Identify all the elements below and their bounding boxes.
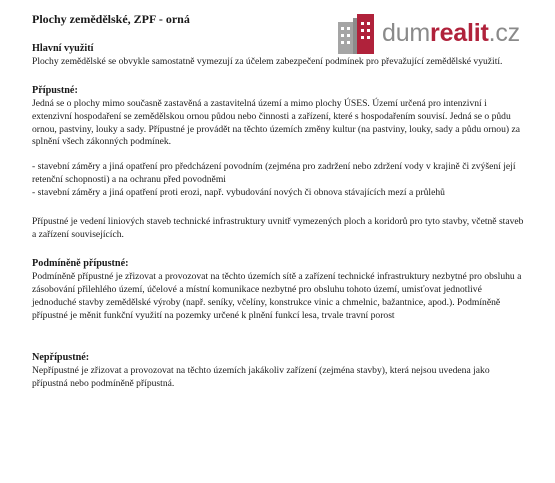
section-heading-main-use: Hlavní využití [32,43,94,54]
section-heading-conditional: Podmíněně přípustné: [32,257,129,269]
conditional-text: Podmíněně přípustné je zřizovat a provozovat na těchto územích sítě a zařízení technické infrastruktury nezbytné pro obsluhu a zásobování přilehlého území, účelové a místní komunikace nezbytné pro obsluhu tohoto území, umisťovat jednotlivé jednoduché stavby zemědělské výroby (např. seníky, včelíny, konstrukce vinic a chmelnic, bažantnice, apod.). Podmíněně přípustné je měnit funkční využití na pozemky určené k plnění funkcí lesa, trvale travní porost [32,270,522,321]
permitted-erosion-item: - stavební záměry a jiná opatření proti erozi, např. vybudování nových či obnova stávajících mezí a průlehů [32,187,445,199]
logo-text-dum: dum [382,19,431,47]
section-heading-permitted: Přípustné: [32,84,78,96]
prohibited-text: Nepřípustné je zřizovat a provozovat na těchto územích jakákoliv zařízení (zejména stavby), která nejsou uvedena jako přípustná nebo podmíněně přípustná. [32,365,490,390]
document-title: Plochy zemědělské, ZPF - orná [32,12,190,26]
permitted-text: Jedná se o plochy mimo současně zastavěná a zastavitelná území a mimo plochy ÚSES. Území určená pro intenzivní i extenzivní hospodaření se zemědělskou ornou půdou nebo činnosti a zařízení, které s hospodařením souvisí. Jedná se o půdu ornou, pastviny, louky a sady. Přípustné je provádět na těchto územích změny kultur (na pastviny, louky, sady a půdu ornou) za splnění všech zákonných podmínek. [32,97,521,148]
section-heading-prohibited: Nepřípustné: [32,352,90,364]
logo-text-cz: .cz [488,19,520,47]
permitted-infrastructure-text: Přípustné je vedení liniových staveb technické infrastruktury uvnitř vymezených ploch a koridorů pro tyto stavby, včetně staveb a zařízení souvisejících. [32,216,524,240]
document-body [32,43,527,391]
logo-text-realit: realit [430,19,489,47]
permitted-flood-item: - stavební záměry a jiná opatření pro předcházení povodním (zejména pro zadržení nebo zdržení vody v krajině či zvýšení její retenční schopnosti) a na ochranu před povodněmi [32,161,516,186]
main-use-text: Plochy zemědělské se obvykle samostatně vymezují za účelem zabezpečení podmínek pro převažující zemědělské využití. [32,55,503,67]
